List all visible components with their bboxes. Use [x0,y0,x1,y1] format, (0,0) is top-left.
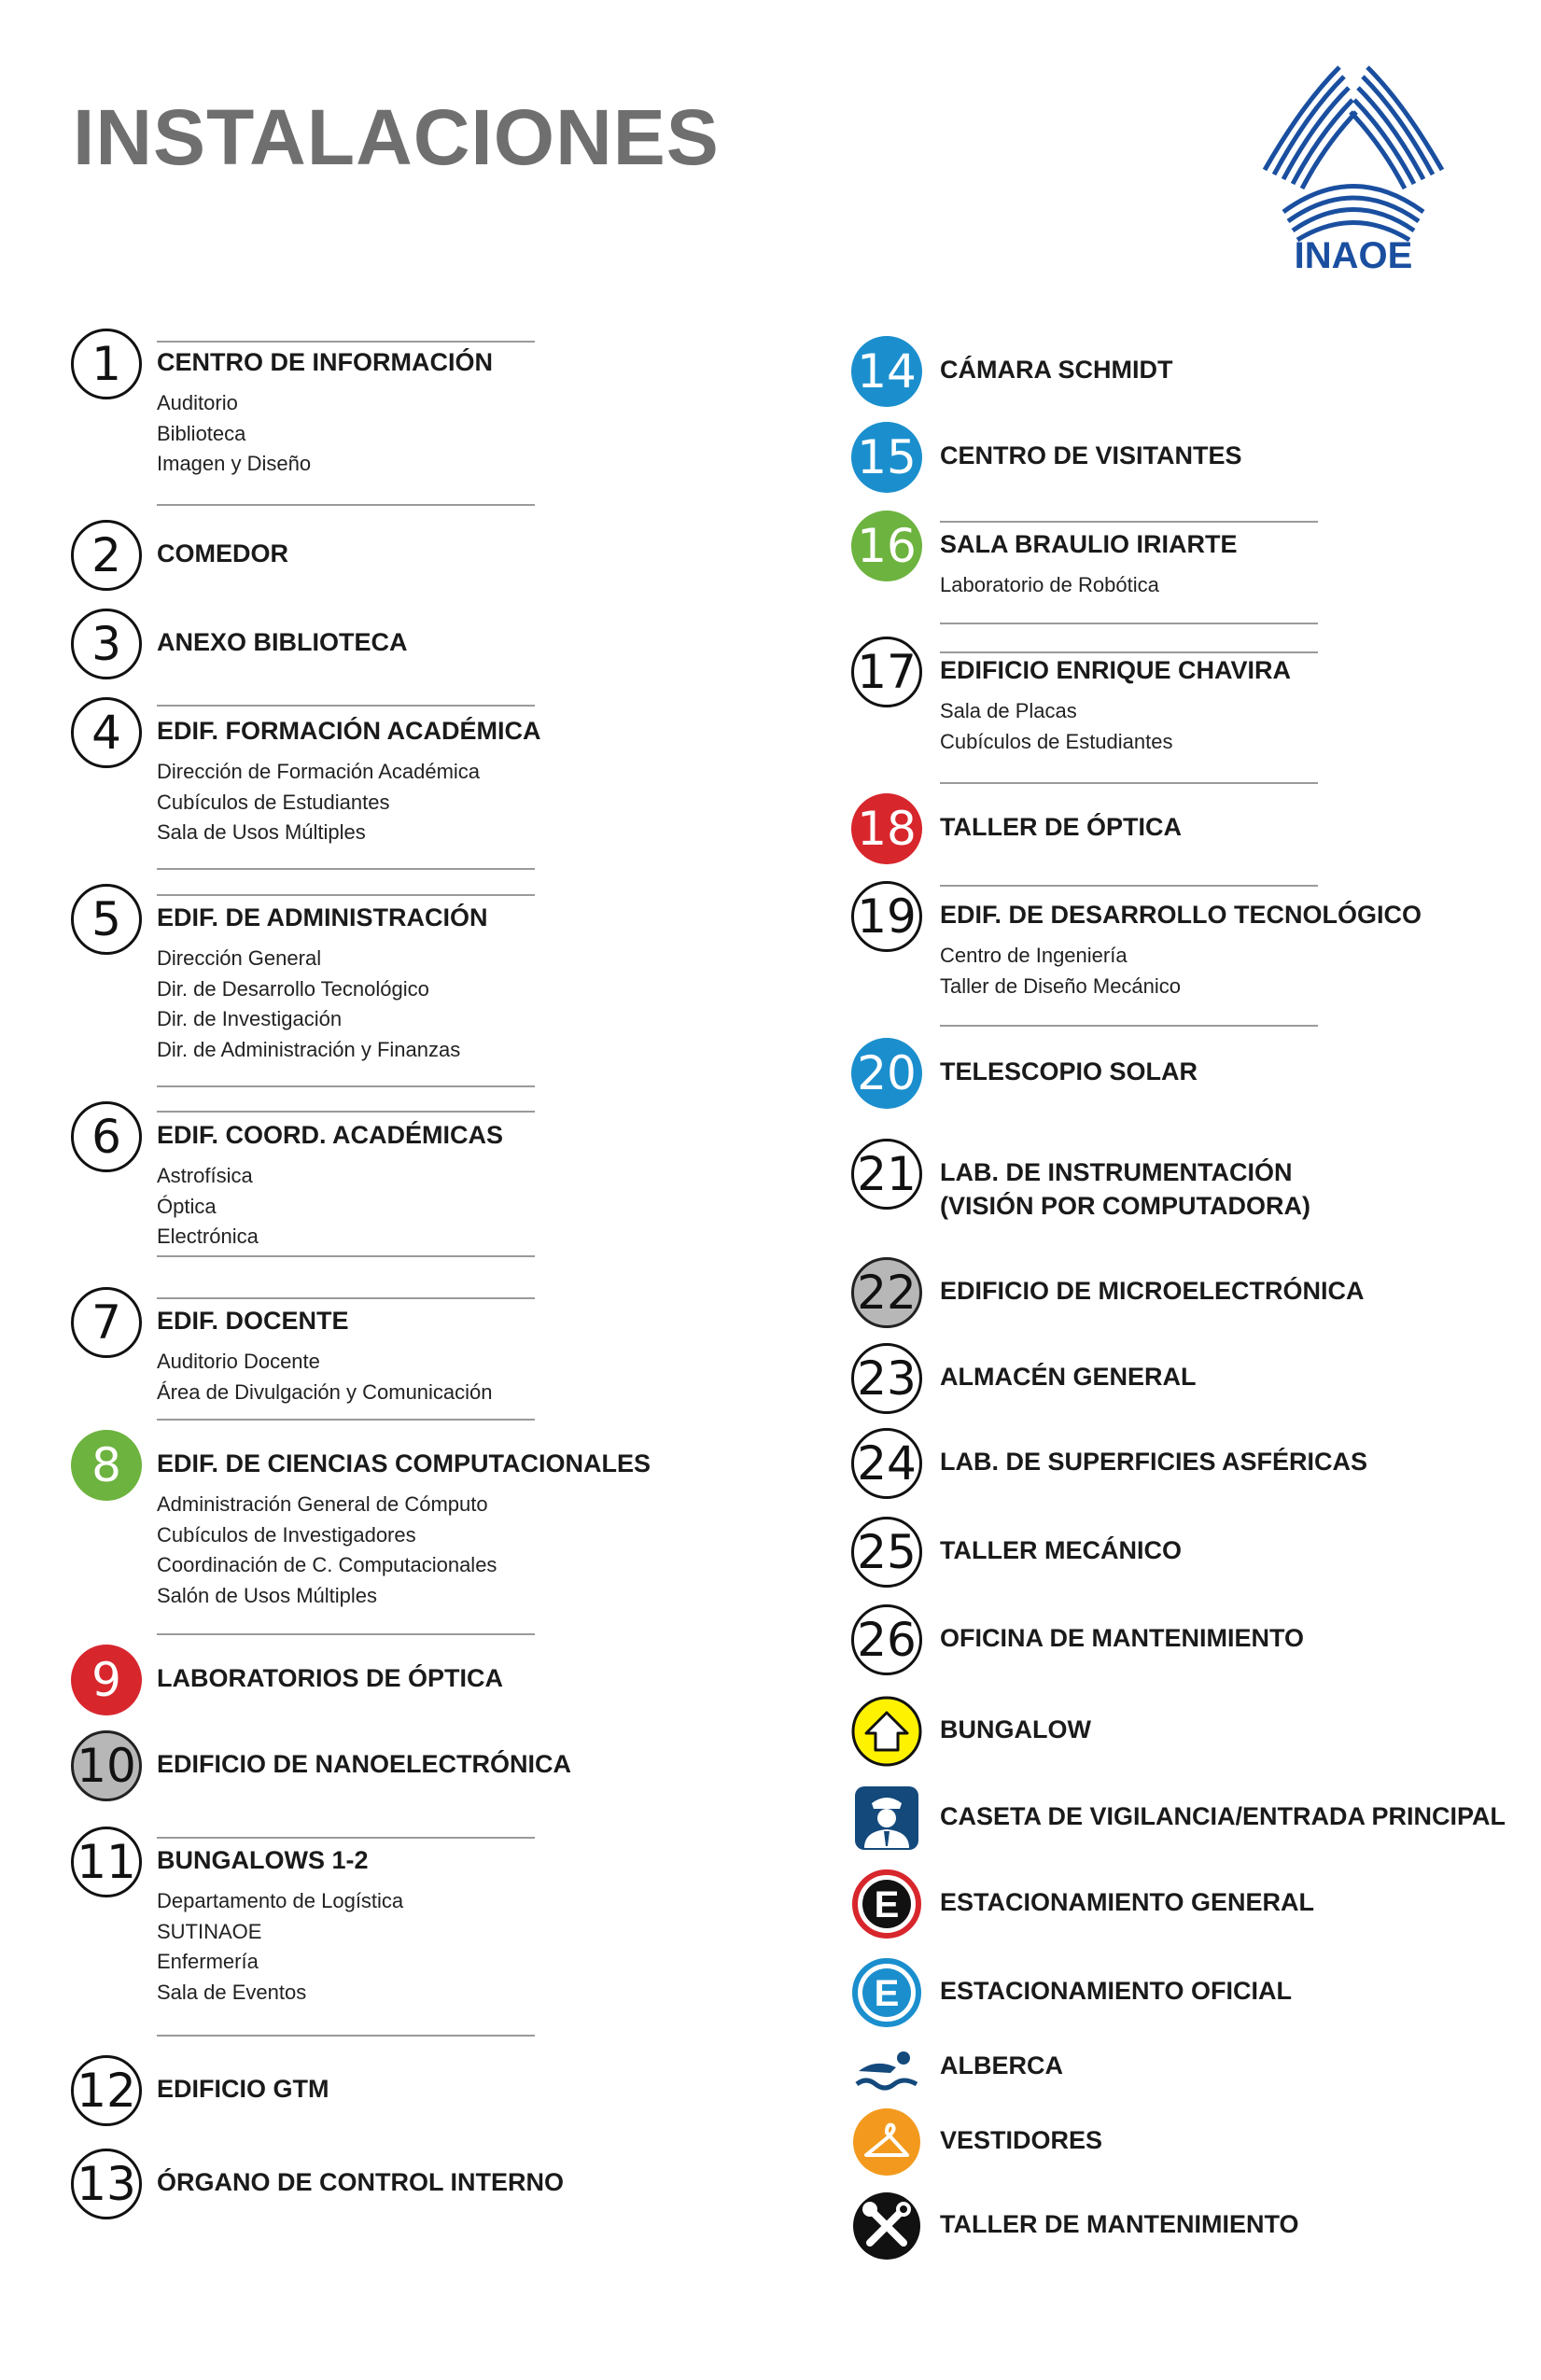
number-badge: 11 [71,1827,142,1897]
number-badge: 2 [71,520,142,591]
facility-title: COMEDOR [157,539,288,567]
number-badge: 14 [851,336,922,407]
number-badge: 15 [851,422,922,493]
facility-subitem: Imagen y Diseño [157,452,312,475]
page-title: INSTALACIONES [73,93,720,181]
facility-subitem: Sala de Placas [940,699,1077,722]
number-badge: 22 [851,1257,922,1328]
number-badge: 6 [71,1101,142,1172]
hanger-icon [849,2105,924,2179]
divider [157,1085,535,1087]
divider [157,1837,535,1839]
divider [157,504,535,506]
divider [940,651,1318,653]
facility-subitem: Auditorio [157,391,238,414]
divider [157,1255,535,1257]
number-badge: 9 [71,1645,142,1715]
legend-title: ESTACIONAMIENTO OFICIAL [940,1977,1292,2005]
divider [157,705,535,707]
number-badge: 20 [851,1038,922,1109]
divider [157,1419,535,1421]
facility-title: EDIFICIO DE NANOELECTRÓNICA [157,1750,572,1778]
legend-title: ALBERCA [940,2051,1063,2079]
number-badge: 18 [851,793,922,864]
divider [940,885,1318,887]
facility-title-line2: (VISIÓN POR COMPUTADORA) [940,1192,1310,1220]
number-badge: 7 [71,1287,142,1358]
number-badge: 12 [71,2055,142,2126]
swimmer-icon [849,2030,924,2105]
facility-title: EDIF. DE DESARROLLO TECNOLÓGICO [940,901,1422,929]
legend-title: ESTACIONAMIENTO GENERAL [940,1888,1315,1916]
parking-letter: E [874,1973,900,2014]
facility-subitem: Sala de Usos Múltiples [157,820,366,844]
facility-subitem: Área de Divulgación y Comunicación [157,1379,493,1404]
facility-title: TELESCOPIO SOLAR [940,1057,1198,1085]
divider [940,782,1318,784]
facility-subitem: Cubículos de Estudiantes [940,729,1173,753]
logo-text: INAOE [1294,235,1413,273]
facility-title: ALMACÉN GENERAL [940,1363,1197,1391]
number-badge: 25 [851,1517,922,1588]
facility-subitem: Dir. de Desarrollo Tecnológico [157,976,429,1001]
number-badge: 3 [71,609,142,679]
parking-official-icon [849,1955,924,2030]
facility-subitem: Departamento de Logística [157,1889,404,1912]
divider [940,521,1318,523]
facility-title: ANEXO BIBLIOTECA [157,628,408,656]
facility-subitem: Administración General de Cómputo [157,1492,488,1516]
number-badge: 17 [851,637,922,707]
facility-title: BUNGALOWS 1-2 [157,1846,369,1874]
facility-subitem: Salón de Usos Múltiples [157,1583,378,1607]
number-badge: 4 [71,697,142,768]
facility-subitem: Astrofísica [157,1164,253,1187]
divider [157,1297,535,1299]
number-badge: 19 [851,881,922,952]
facility-title: EDIF. DE ADMINISTRACIÓN [157,903,488,931]
number-badge: 8 [71,1430,142,1501]
facility-subitem: Biblioteca [157,421,246,445]
facility-subitem: Laboratorio de Robótica [940,573,1159,596]
inaoe-logo [1246,49,1461,273]
facility-title: EDIFICIO ENRIQUE CHAVIRA [940,656,1292,684]
facility-title: OFICINA DE MANTENIMIENTO [940,1624,1304,1652]
parking-general-icon [849,1867,924,1941]
facility-title: EDIF. FORMACIÓN ACADÉMICA [157,717,541,745]
facility-title: TALLER DE ÓPTICA [940,813,1182,841]
divider [157,2035,535,2037]
legend-title: BUNGALOW [940,1715,1091,1743]
facility-title: CENTRO DE INFORMACIÓN [157,348,493,376]
facility-title: TALLER MECÁNICO [940,1536,1182,1564]
divider [157,341,535,343]
facility-subitem: Dirección General [157,946,322,970]
facility-subitem: Dirección de Formación Académica [157,760,481,783]
divider [157,894,535,896]
facility-title: LABORATORIOS DE ÓPTICA [157,1664,504,1692]
facility-title: EDIFICIO GTM [157,2075,329,2103]
facility-title: EDIFICIO DE MICROELECTRÓNICA [940,1277,1365,1305]
number-badge: 13 [71,2149,142,2219]
number-badge: 16 [851,511,922,581]
divider [157,868,535,870]
facility-title: CENTRO DE VISITANTES [940,441,1242,469]
facility-subitem: Cubículos de Estudiantes [157,790,390,814]
facility-subitem: Cubículos de Investigadores [157,1522,416,1547]
facility-subitem: Taller de Diseño Mecánico [940,973,1182,998]
tools-icon [849,2189,924,2263]
facility-subitem: Sala de Eventos [157,1980,307,2004]
number-badge: 5 [71,884,142,955]
legend-title: VESTIDORES [940,2126,1103,2154]
divider [940,1025,1318,1027]
house-icon [849,1694,924,1769]
legend-title: TALLER DE MANTENIMIENTO [940,2210,1299,2238]
number-badge: 1 [71,329,142,399]
number-badge: 24 [851,1428,922,1499]
facility-title: CÁMARA SCHMIDT [940,356,1173,384]
facility-title: SALA BRAULIO IRIARTE [940,530,1238,558]
facility-subitem: Enfermería [157,1950,259,1973]
facility-subitem: Óptica [157,1194,217,1218]
number-badge: 21 [851,1139,922,1210]
facility-subitem: SUTINAOE [157,1919,262,1943]
facility-subitem: Dir. de Administración y Finanzas [157,1037,461,1061]
divider [157,1111,535,1113]
facility-subitem: Dir. de Investigación [157,1007,343,1030]
facility-title: EDIF. DOCENTE [157,1307,349,1335]
facility-subitem: Auditorio Docente [157,1350,320,1373]
parking-letter: E [874,1884,900,1925]
divider [940,623,1318,624]
legend-title: CASETA DE VIGILANCIA/ENTRADA PRINCIPAL [940,1802,1506,1830]
facility-subitem: Coordinación de C. Computacionales [157,1553,497,1576]
divider [157,1633,535,1635]
number-badge: 26 [851,1604,922,1675]
number-badge: 10 [71,1730,142,1801]
number-badge: 23 [851,1343,922,1414]
facility-title: LAB. DE INSTRUMENTACIÓN [940,1158,1293,1186]
guard-icon [849,1781,924,1855]
facility-title: EDIF. DE CIENCIAS COMPUTACIONALES [157,1449,651,1477]
facility-title: LAB. DE SUPERFICIES ASFÉRICAS [940,1448,1368,1476]
facility-subitem: Electrónica [157,1225,259,1248]
facility-title: EDIF. COORD. ACADÉMICAS [157,1121,504,1149]
facility-subitem: Centro de Ingeniería [940,944,1128,967]
facility-title: ÓRGANO DE CONTROL INTERNO [157,2168,565,2196]
